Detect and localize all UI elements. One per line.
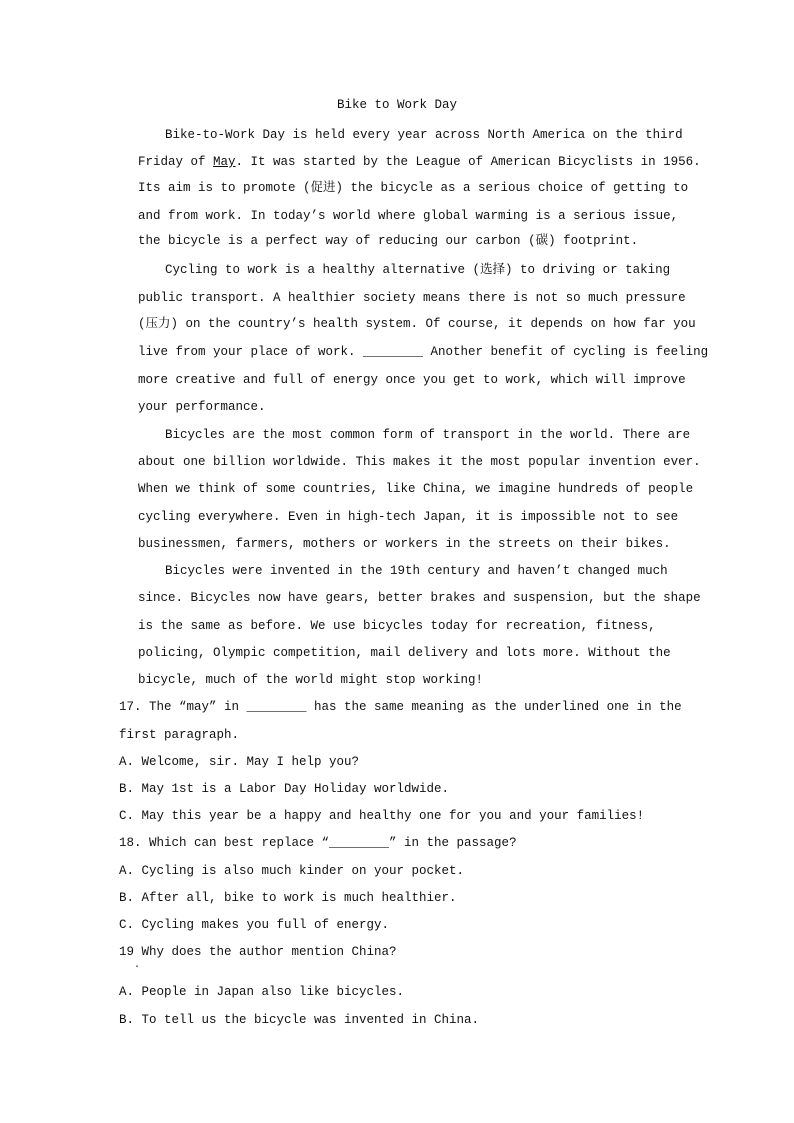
question-17-option-b: B. May 1st is a Labor Day Holiday worldwide.	[119, 782, 450, 796]
paragraph-4-line-2: since. Bicycles now have gears, better brakes and suspension, but the shape	[138, 591, 701, 605]
question-18-stem: 18. Which can best replace “________” in the passage?	[119, 836, 517, 850]
question-19-option-b: B. To tell us the bicycle was invented in China.	[119, 1013, 480, 1027]
question-18-option-b: B. After all, bike to work is much healthier.	[119, 891, 457, 905]
question-17-option-c: C. May this year be a happy and healthy one for you and your families!	[119, 809, 645, 823]
paragraph-1-line-2: Friday of May. It was started by the League of American Bicyclists in 1956.	[138, 155, 701, 169]
question-17-option-a: A. Welcome, sir. May I help you?	[119, 755, 360, 769]
paragraph-3-line-4: cycling everywhere. Even in high-tech Japan, it is impossible not to see	[138, 510, 679, 524]
paragraph-3-line-3: When we think of some countries, like China, we imagine hundreds of people	[138, 482, 694, 496]
paragraph-3-line-2: about one billion worldwide. This makes it the most popular invention ever.	[138, 455, 701, 469]
paragraph-2-line-1: Cycling to work is a healthy alternative (选择) to driving or taking	[165, 263, 671, 277]
question-18-option-c: C. Cycling makes you full of energy.	[119, 918, 390, 932]
stray-dot-mark: ·	[134, 962, 141, 973]
underlined-word-may: May	[213, 155, 236, 169]
question-18-option-a: A. Cycling is also much kinder on your pocket.	[119, 864, 465, 878]
paragraph-2-line-6: your performance.	[138, 400, 266, 414]
paragraph-3-line-5: businessmen, farmers, mothers or workers in the streets on their bikes.	[138, 537, 671, 551]
paragraph-1-line-5: the bicycle is a perfect way of reducing our carbon (碳) footprint.	[138, 234, 639, 248]
question-17-stem-line-2: first paragraph.	[119, 728, 240, 742]
paragraph-4-line-4: policing, Olympic competition, mail delivery and lots more. Without the	[138, 646, 671, 660]
paragraph-2-line-3: (压力) on the country’s health system. Of course, it depends on how far you	[138, 317, 696, 331]
paragraph-1-line-3: Its aim is to promote (促进) the bicycle as a serious choice of getting to	[138, 181, 689, 195]
paragraph-1-line-4: and from work. In today’s world where global warming is a serious issue,	[138, 209, 679, 223]
paragraph-4-line-5: bicycle, much of the world might stop working!	[138, 673, 484, 687]
paragraph-2-line-2: public transport. A healthier society means there is not so much pressure	[138, 291, 686, 305]
paragraph-4-line-3: is the same as before. We use bicycles today for recreation, fitness,	[138, 619, 656, 633]
question-19-stem: 19 Why does the author mention China?	[119, 945, 397, 959]
paragraph-1-line-1: Bike-to-Work Day is held every year across North America on the third	[165, 128, 683, 142]
question-19-option-a: A. People in Japan also like bicycles.	[119, 985, 405, 999]
paragraph-2-line-4: live from your place of work. ________ Another benefit of cycling is feeling	[138, 345, 709, 359]
paragraph-2-line-5: more creative and full of energy once you get to work, which will improve	[138, 373, 686, 387]
passage-title: Bike to Work Day	[336, 98, 458, 112]
paragraph-4-line-1: Bicycles were invented in the 19th century and haven’t changed much	[165, 564, 668, 578]
question-17-stem-line-1: 17. The “may” in ________ has the same meaning as the underlined one in the	[119, 700, 682, 714]
paragraph-3-line-1: Bicycles are the most common form of transport in the world. There are	[165, 428, 691, 442]
